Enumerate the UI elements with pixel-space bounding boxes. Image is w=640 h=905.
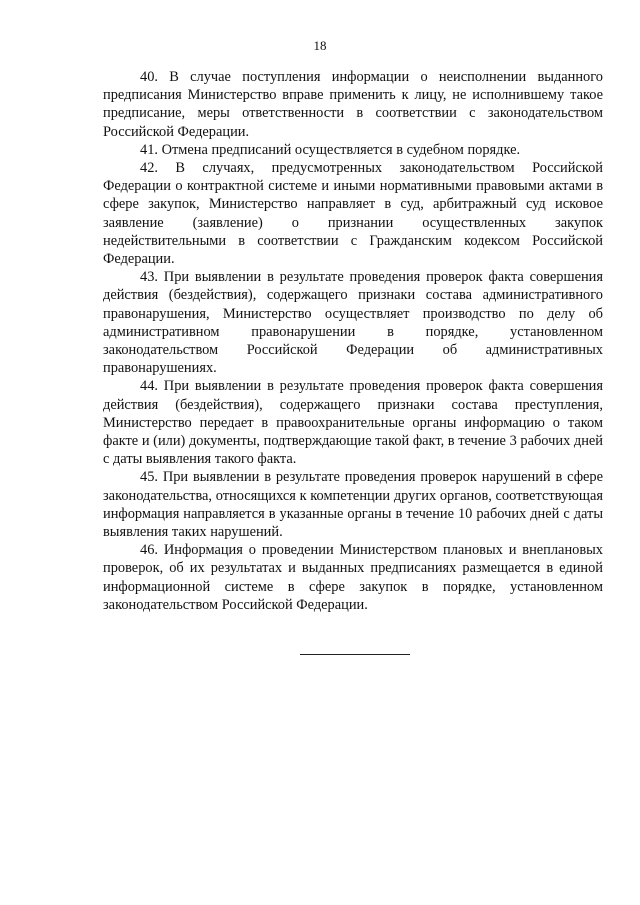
- paragraph-41: 41. Отмена предписаний осуществляется в судебном порядке.: [140, 141, 521, 158]
- page-number: 18: [313, 38, 327, 53]
- paragraph-45: 45. При выявлении в результате проведения проверок нарушений в сфере законодательства, относящихся к компетенции других органов, соответствующая информация направляется в указанные органы в течение 10 рабочих дней с даты выявления таких нарушений.: [103, 469, 603, 541]
- document-body: [103, 68, 603, 614]
- end-separator-line: [300, 654, 410, 655]
- paragraph-40: 40. В случае поступления информации о неисполнении выданного предписания Министерство вправе применить к лицу, не исполнившему такое предписание, меры ответственности в соответствии с законодательством Российской Федерации.: [103, 69, 603, 140]
- paragraph-44: 44. При выявлении в результате проведения проверок факта совершения действия (бездействия), содержащего признаки состава преступления, Министерство передает в правоохранительные органы информацию о таком факте и (или) документы, подтверждающие такой факт, в течение 3 рабочих дней с даты выявления такого факта.: [103, 378, 603, 468]
- paragraph-46: 46. Информация о проведении Министерством плановых и внеплановых проверок, об их результатах и выданных предписаниях размещается в единой информационной системе в сфере закупок в порядке, установленном законодательством Российской Федерации.: [103, 542, 603, 613]
- paragraph-42: 42. В случаях, предусмотренных законодательством Российской Федерации о контрактной системе и иными нормативными правовыми актами в сфере закупок, Министерство направляет в суд, арбитражный суд исковое заявление (заявление) о признании осуществленных закупок недействительными в соответствии с Гражданским кодексом Российской Федерации.: [103, 160, 603, 268]
- paragraph-43: 43. При выявлении в результате проведения проверок факта совершения действия (бездействия), содержащего признаки состава административного правонарушения, Министерство осуществляет производство по делу об административном правонарушении в порядке, установленном законодательством Российской Федерации об административных правонарушениях.: [103, 269, 603, 377]
